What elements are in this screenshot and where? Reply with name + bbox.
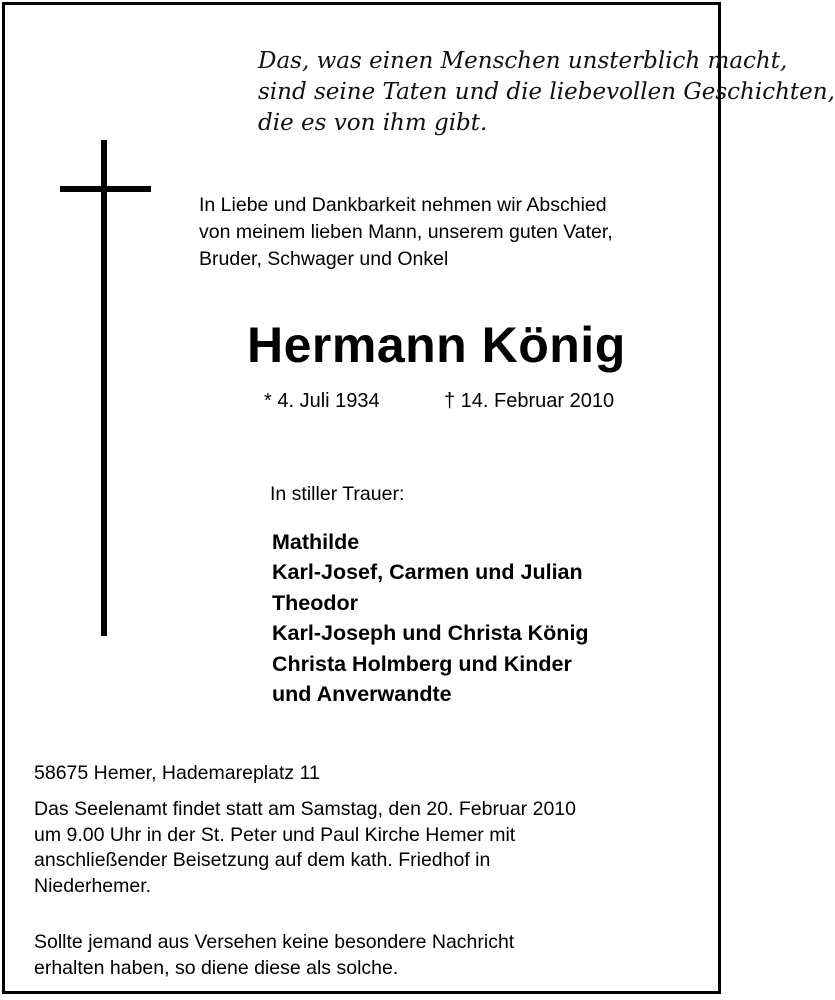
service-line: anschließender Beisetzung auf dem kath. Friedhof in: [34, 849, 491, 871]
intro-line: Bruder, Schwager und Onkel: [199, 248, 449, 270]
mourners-list: [272, 527, 589, 709]
service-details: [34, 797, 576, 899]
mourner-entry: Mathilde: [272, 530, 360, 554]
notice-line: Sollte jemand aus Versehen keine besondere Nachricht: [34, 931, 515, 953]
notice-text: [34, 930, 514, 981]
epitaph-quote: [258, 46, 835, 139]
intro-line: In Liebe und Dankbarkeit nehmen wir Abschied: [199, 194, 607, 216]
quote-line: die es von ihm gibt.: [258, 110, 488, 136]
mourner-entry: Karl-Josef, Carmen und Julian: [272, 560, 583, 585]
cross-vertical-bar: [101, 140, 107, 636]
quote-line: sind seine Taten und die liebevollen Geschichten,: [258, 79, 835, 105]
notice-line: erhalten haben, so diene diese als solche.: [34, 956, 399, 979]
service-line: Das Seelenamt findet statt am Samstag, den 20. Februar 2010: [34, 798, 576, 820]
quote-line: Das, was einen Menschen unsterblich macht,: [258, 48, 788, 74]
mourning-label: In stiller Trauer:: [270, 483, 405, 505]
mourner-entry: Christa Holmberg und Kinder: [272, 651, 572, 676]
family-address: 58675 Hemer, Hademareplatz 11: [34, 762, 320, 784]
mourner-entry: und Anverwandte: [272, 682, 452, 707]
death-date: † 14. Februar 2010: [444, 390, 615, 412]
mourner-entry: Karl-Joseph und Christa König: [272, 621, 589, 646]
mourner-entry: Theodor: [272, 590, 358, 615]
service-line: um 9.00 Uhr in der St. Peter und Paul Kirche Hemer mit: [34, 823, 516, 846]
service-line: Niederhemer.: [34, 874, 152, 897]
deceased-name: Hermann König: [247, 317, 626, 373]
intro-line: von meinem lieben Mann, unserem guten Vater,: [199, 221, 613, 243]
intro-text: [199, 192, 719, 273]
birth-date: * 4. Juli 1934: [264, 390, 380, 412]
cross-horizontal-bar: [60, 186, 151, 192]
